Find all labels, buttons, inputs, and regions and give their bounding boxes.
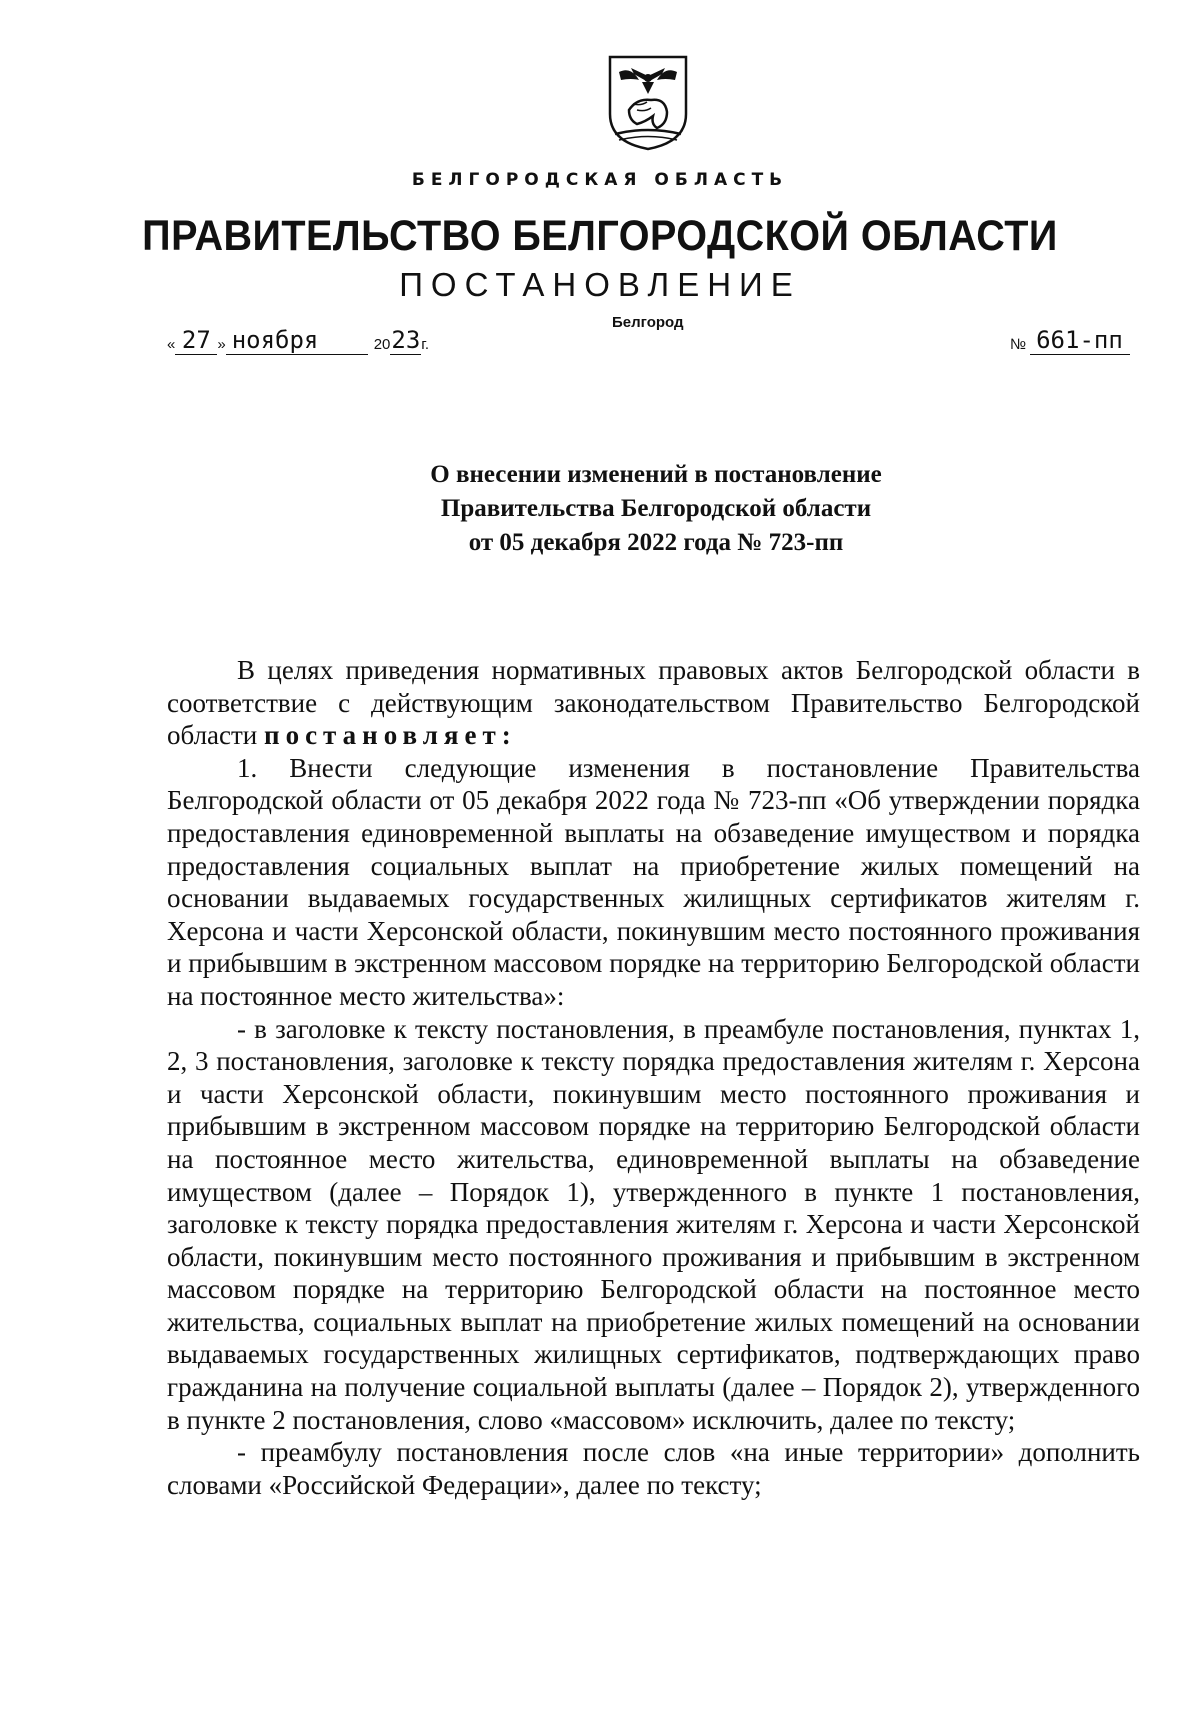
title-line-3: от 05 декабря 2022 года № 723-пп — [468, 529, 844, 556]
coat-of-arms-emblem — [607, 54, 689, 152]
document-type: ПОСТАНОВЛЕНИЕ — [399, 266, 801, 303]
date-year-suffix: г. — [421, 336, 430, 353]
date-open-quote: « — [167, 336, 176, 353]
date-close-quote: » — [217, 336, 226, 353]
amendment-paragraph-2: - преамбулу постановления после слов «на иные территории» дополнить словами «Российской Федерации», далее по тексту; — [167, 1437, 1140, 1500]
city-name: Белгород — [612, 314, 684, 331]
document-body — [167, 654, 1140, 1501]
date-month: ноября — [226, 326, 368, 355]
region-name: БЕЛГОРОДСКАЯ ОБЛАСТЬ — [411, 170, 789, 190]
preamble-text: В целях приведения нормативных правовых актов Белгородской области в соответствие с действующим законодательством Правительство Белгородской области — [167, 655, 1140, 751]
date-day: 27 — [175, 326, 217, 355]
title-line-2: Правительства Белгородской области — [440, 495, 872, 522]
document-title — [0, 458, 1200, 560]
decree-number — [1010, 326, 1130, 355]
title-line-1: О внесении изменений в постановление — [430, 461, 882, 488]
number-sign: № — [1010, 336, 1027, 353]
government-name: ПРАВИТЕЛЬСТВО БЕЛГОРОДСКОЙ ОБЛАСТИ — [142, 212, 1058, 260]
preamble-paragraph — [167, 654, 1140, 752]
date-year-prefix: 20 — [373, 336, 391, 353]
clause-1-paragraph: 1. Внести следующие изменения в постановление Правительства Белгородской области от 05 декабря 2022 года № 723-пп «Об утверждении порядка предоставления единовременной выплаты на обзаведение имуществом и порядка предоставления социальных выплат на приобретение жилых помещений на основании выдаваемых государственных жилищных сертификатов жителям г. Херсона и части Херсонской области, покинувшим место постоянного проживания и прибывшим в экстренном массовом порядке на территорию Белгородской области на постоянное место жительства»: — [167, 752, 1140, 1011]
decree-keyword: постановляет: — [264, 720, 517, 751]
number-value: 661-пп — [1030, 326, 1130, 355]
date-year: 23 — [391, 326, 421, 354]
amendment-paragraph-1: - в заголовке к тексту постановления, в преамбуле постановления, пунктах 1, 2, 3 постановления, заголовке к тексту порядка предоставления жителям г. Херсона и части Херсонской области, покинувшим место постоянного проживания и прибывшим в экстренном массовом порядке на территорию Белгородской области на постоянное место жительства, единовременной выплаты на обзаведение имуществом (далее – Порядок 1), утвержденного в пункте 1 постановления, заголовке к тексту порядка предоставления жителям г. Херсона и части Херсонской области, покинувшим место постоянного проживания и прибывшим в экстренном массовом порядке на территорию Белгородской области на постоянное место жительства, социальных выплат на приобретение жилых помещений на основании выдаваемых государственных жилищных сертификатов, подтверждающих право гражданина на получение социальной выплаты (далее – Порядок 2), утвержденного в пункте 2 постановления, слово «массовом» исключить, далее по тексту; — [167, 1013, 1140, 1435]
decree-date — [167, 326, 429, 355]
